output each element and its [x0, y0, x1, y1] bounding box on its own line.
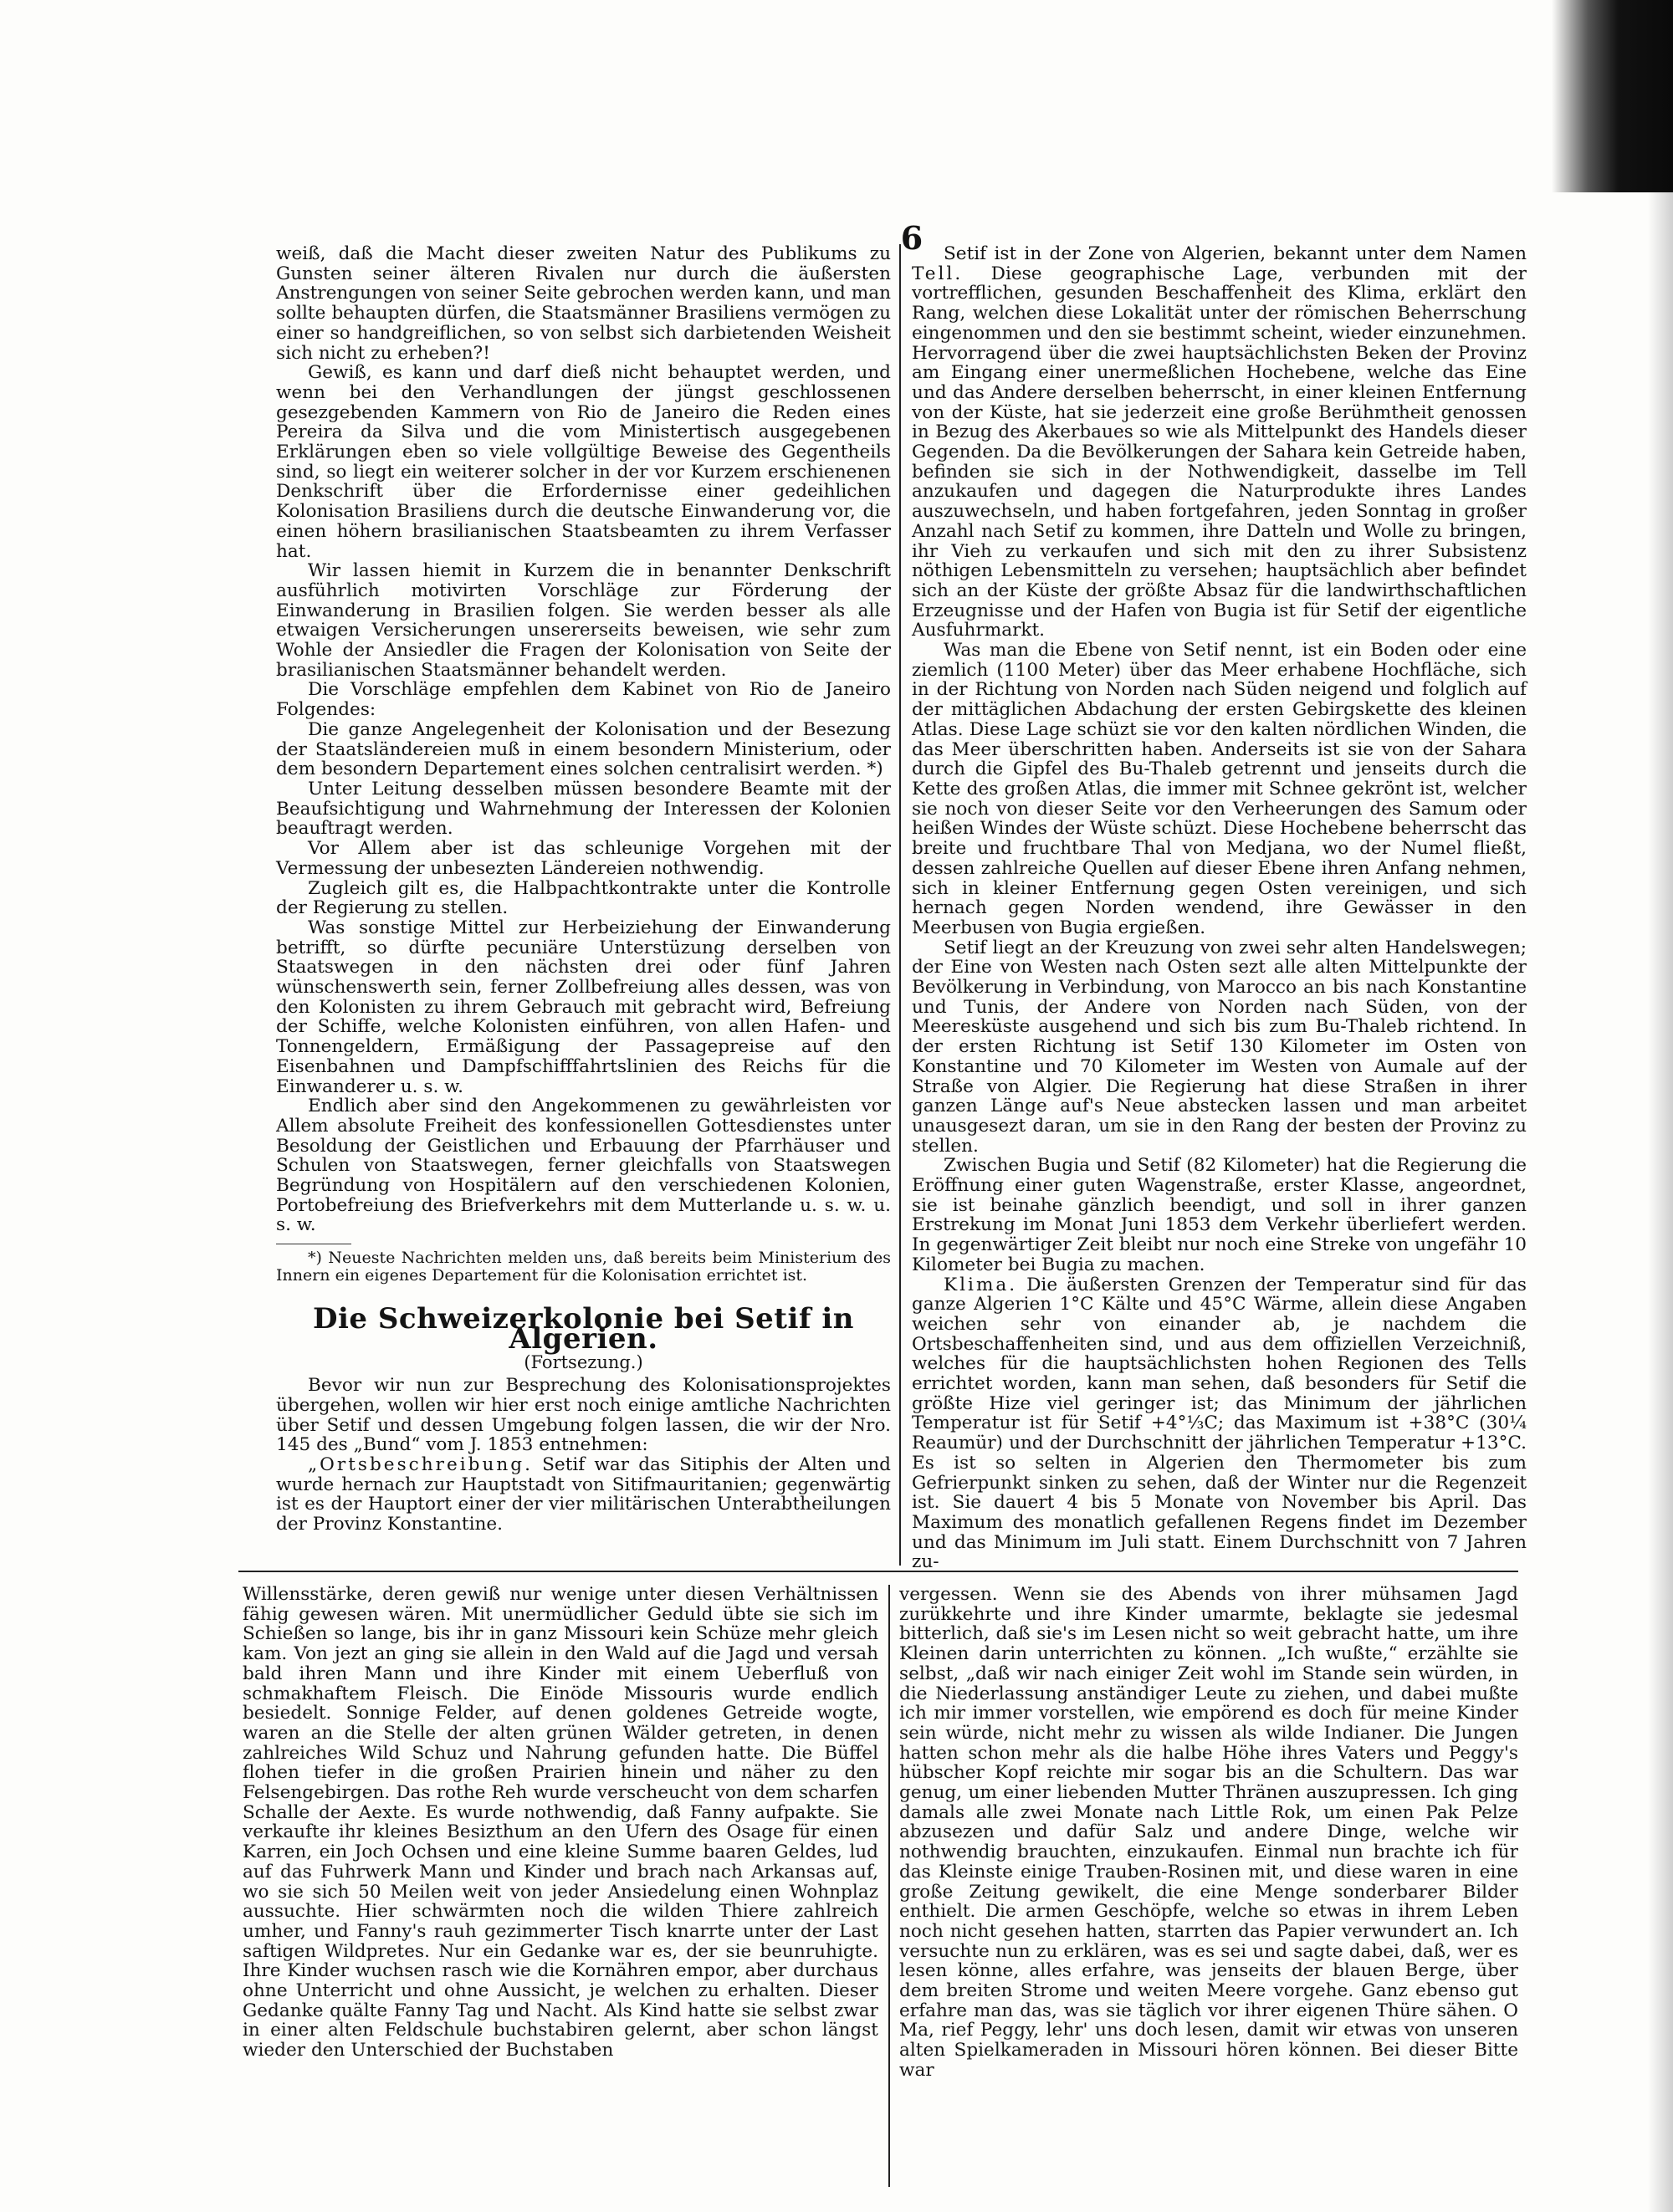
column-bottom-left	[243, 1585, 878, 2061]
paragraph: Die ganze Angelegenheit der Kolonisation und der Besezung der Staatsländereien muß in einem besondern Ministerium, oder dem besondern Departement eines solchen centralisirt werden. *)	[276, 718, 891, 780]
paragraph	[276, 1455, 891, 1535]
footnote: *) Neueste Nachrichten melden uns, daß bereits beim Ministerium des Innern ein eigenes Departement für die Kolonisation errichtet ist.	[276, 1249, 891, 1285]
paragraph: Zugleich gilt es, die Halbpachtkontrakte unter die Kontrolle der Regierung zu stellen.	[276, 877, 891, 919]
paragraph	[912, 1275, 1527, 1573]
paragraph: Die Vorschläge empfehlen dem Kabinet von Rio de Janeiro Folgendes:	[276, 679, 891, 721]
paragraph: Wir lassen hiemit in Kurzem die in benannter Denkschrift ausführlich motivirten Vorschläge zur Förderung der Einwanderung in Brasilien folgen. Sie werden besser als alle etwaigen Versicherungen unsererseits beweisen, wie sehr zum Wohle der Ansiedler die Fragen der Kolonisation von Seite der brasilianischen Staatsmänner behandelt werden.	[276, 560, 891, 681]
keyword: Klima.	[944, 1274, 1018, 1295]
paragraph: Zwischen Bugia und Setif (82 Kilometer) hat die Regierung die Eröffnung einer guten Wagenstraße, erster Klasse, angeordnet, sie ist beinahe gänzlich beendigt, und soll in ihrer ganzen Erstrekung im Monat Juni 1853 dem Verkehr überliefert werden. In gegenwärtiger Zeit bleibt nur noch eine Streke von ungefähr 10 Kilometer bei Bugia zu machen.	[912, 1155, 1527, 1275]
page-number: 6	[900, 219, 923, 257]
column-bottom-right	[899, 1585, 1518, 2081]
paragraph-text: Setif ist in der Zone von Algerien, bekannt unter dem Namen	[944, 243, 1527, 264]
paragraph: Gewiß, es kann und darf dieß nicht behauptet werden, und wenn bei den Verhandlungen der jüngst geschlossenen gesezgebenden Kammern von Rio de Janeiro die Reden eines Pereira da Silva und die vom Ministertisch ausgegebenen Erklärungen eben so viele vollgültige Beweise des Gegentheils sind, so liegt ein weiterer solcher in der vor Kurzem erschienenen Denkschrift über die Erfordernisse einer gedeihlichen Kolonisation Brasiliens durch die deutsche Einwanderung vor, die einen höhern brasilianischen Staatsbeamten zu ihrem Verfasser hat.	[276, 362, 891, 562]
paragraph: Willensstärke, deren gewiß nur wenige unter diesen Verhältnissen fähig gewesen wären. Mit unermüdlicher Geduld übte sie sich im Schießen so lange, bis ihr in ganz Missouri kein Schüze mehr gleich kam. Von jezt an ging sie allein in den Wald auf die Jagd und versah bald ihren Mann und ihre Kinder mit einem Ueberfluß von schmakhaftem Fleisch. Die Einöde Missouris wurde endlich besiedelt. Sonnige Felder, auf denen goldenes Getreide wogte, waren an die Stelle der alten grünen Wälder getreten, in denen zahlreiches Wild Schuz und Nahrung gefunden hatte. Die Büffel flohen tiefer in die großen Prairien hinein und näher zu den Felsengebirgen. Das rothe Reh wurde verscheucht von dem scharfen Schalle der Aexte. Es wurde nothwendig, daß Fanny aufpakte. Sie verkaufte ihr kleines Besizthum an den Ufern des Osage für einen Karren, ein Joch Ochsen und eine kleine Summe baaren Geldes, lud auf das Fuhrwerk Mann und Kinder und brach nach Arkansas auf, wo sie sich 50 Meilen weit von jeder Ansiedelung einen Wohnplaz aussuchte. Hier schwärmten noch die wilden Thiere zahlreich umher, und Fanny's rauh gezimmerter Tisch knarrte unter der Last saftigen Wildpretes. Nur ein Gedanke war es, der sie beunruhigte. Ihre Kinder wuchsen rasch wie die Kornähren empor, aber durchaus ohne Unterricht und ohne Aussicht, je welchen zu erhalten. Dieser Gedanke quälte Fanny Tag und Nacht. Als Kind hatte sie selbst zwar in einer alten Feldschule buchstabiren gelernt, aber schon längst wieder den Unterschied der Buchstaben	[243, 1584, 878, 2061]
paragraph-text: Die äußersten Grenzen der Temperatur sind für das ganze Algerien 1°C Kälte und 45°C Wärme, allein diese Angaben weichen sehr von einander ab, je nachdem die Ortsbeschaffenheiten sind, und aus dem offiziellen Verzeichniß, welches für die hauptsächlichsten hohen Regionen des Tells errichtet worden, kann man sehen, daß besonders für Setif die größte Hize viel geringer ist; das Minimum der jährlichen Temperatur ist für Setif +4°⅓C; das Maximum ist +38°C (30¼ Reaumür) und der Durchschnitt der jährlichen Temperatur +13°C. Es ist so selten in Algerien den Thermometer bis zum Gefrierpunkt sinken zu sehen, daß der Winter nur die Regenzeit ist. Sie dauert 4 bis 5 Monate von November bis April. Das Maximum des monatlich gefallenen Regens findet im Dezember und das Minimum im Juli statt. Einem Durchschnitt von 7 Jahren zu-	[912, 1274, 1527, 1573]
column-divider	[888, 1585, 890, 2187]
paragraph: Vor Allem aber ist das schleunige Vorgehen mit der Vermessung der unbesezten Ländereien nothwendig.	[276, 838, 891, 879]
paragraph: Bevor wir nun zur Besprechung des Kolonisationsprojektes übergehen, wollen wir hier erst noch einige amtliche Nachrichten über Setif und dessen Umgebung folgen lassen, die wir der Nro. 145 des „Bund“ vom J. 1853 entnehmen:	[276, 1375, 891, 1456]
paragraph	[912, 244, 1527, 641]
paragraph: Was man die Ebene von Setif nennt, ist ein Boden oder eine ziemlich (1100 Meter) über das Meer erhabene Hochfläche, sich in der Richtung von Norden nach Süden neigend und folglich auf der mittäglichen Abdachung der ersten Gebirgskette des kleinen Atlas. Diese Lage schüzt sie vor den kalten nördlichen Winden, die das Meer überschritten haben. Anderseits ist sie von der Sahara durch die Gipfel des Bu-Thaleb getrennt und jenseits durch die Kette des großen Atlas, die immer mit Schnee gekrönt ist, welcher sie noch von dieser Seite vor den Verheerungen des Samum oder heißen Windes der Wüste schüzt. Diese Hochebene beherrscht das breite und fruchtbare Thal von Medjana, wo der Numel fließt, dessen zahlreiche Quellen auf dieser Ebene ihren Anfang nehmen, sich in kleiner Entfernung gegen Osten vereinigen, und sich hernach gegen Norden wendend, ihre Gewässer in den Meerbusen von Bugia ergießen.	[912, 640, 1527, 938]
paragraph: vergessen. Wenn sie des Abends von ihrer mühsamen Jagd zurükkehrte und ihre Kinder umarmte, beklagte sie jedesmal bitterlich, daß sie's im Lesen nicht so weit gebracht hatte, um ihre Kleinen darin unterrichten zu können. „Ich wußte,“ erzählte sie selbst, „daß wir nach einiger Zeit wohl im Stande sein würden, in die Niederlassung anständiger Leute zu ziehen, und dabei mußte ich mir immer vorstellen, wie empörend es doch für meine Kinder sein würde, nicht mehr zu wissen als wilde Indianer. Die Jungen hatten schon mehr als die halbe Höhe ihres Vaters und Peggy's hübscher Kopf reichte mir sogar bis an die Schultern. Das war genug, um einer liebenden Mutter Thränen auszupressen. Ich ging damals alle zwei Monate nach Little Rok, um einen Pak Pelze abzusezen und dafür Salz und andere Dinge, welche wir nothwendig brauchten, einzukaufen. Einmal nun brachte ich für das Kleinste einige Trauben-Rosinen mit, und diese waren in eine große Zeitung gewikelt, die eine Menge sonderbarer Bilder enthielt. Die armen Geschöpfe, welche so etwas in ihrem Leben noch nicht gesehen hatten, starrten das Papier verwundert an. Ich versuchte nun zu erklären, was es sei und sagte dabei, daß, wer es lesen könne, alles erfahre, was jenseits der blauen Berge, über dem breiten Strome und weiten Meere vorgehe. Ganz ebenso gut erfahre man das, was sie täglich vor ihrer eigenen Thüre sähen. O Ma, rief Peggy, lehr' uns doch lesen, damit wir etwas von unseren alten Spielkameraden in Missouri hören können. Bei dieser Bitte war	[899, 1584, 1518, 2081]
column-top-right	[912, 244, 1527, 1572]
paragraph: Setif liegt an der Kreuzung von zwei sehr alten Handelswegen; der Eine von Westen nach Osten sezt alle alten Mittelpunkte der Bevölkerung in Verbindung, von Marocco an bis nach Konstantine und Tunis, der Andere von Norden nach Süden, von der Meeresküste ausgehend und sich bis zum Bu-Thaleb richtend. In der ersten Richtung ist Setif 130 Kilometer im Osten von Konstantine und 70 Kilometer im Westen von Aumale auf der Straße von Algier. Die Regierung hat diese Straßen in ihrer ganzen Länge auf's Neue abstecken lassen und man arbeitet unausgesezt daran, um sie in den Rang der besten der Provinz zu stellen.	[912, 937, 1527, 1157]
column-top-left	[276, 244, 891, 1535]
paragraph: Endlich aber sind den Angekommenen zu gewährleisten vor Allem absolute Freiheit des konfessionellen Gottesdienstes unter Besoldung der Geistlichen und Erbauung der Pfarrhäuser und Schulen von Staatswegen, ferner gleichfalls von Staatswegen Begründung von Hospitälern auf den verschiedenen Kolonien, Portobefreiung des Briefverkehrs mit dem Mutterlande u. s. w. u. s. w.	[276, 1096, 891, 1236]
paragraph: weiß, daß die Macht dieser zweiten Natur des Publikums zu Gunsten seiner älteren Rivalen nur durch die äußersten Anstrengungen von seiner Seite gebrochen werden kann, und man sollte behaupten dürfen, die Staatsmänner Brasiliens vermögen zu einer so handgreiflichen, so von selbst sich darbietenden Weisheit sich nicht zu erheben?!	[276, 243, 891, 364]
section-title: Die Schweizerkolonie bei Setif in Algerien.	[312, 1302, 854, 1356]
paragraph: Was sonstige Mittel zur Herbeiziehung der Einwanderung betrifft, so dürfte pecuniäre Unterstüzung derselben von Staatswegen in den nächsten drei oder fünf Jahren wünschenswerth sein, ferner Zollbefreiung alles dessen, was von den Kolonisten zu ihrem Gebrauch mit gebracht wird, Befreiung der Schiffe, welche Kolonisten einführen, von allen Hafen- und Tonnengeldern, Ermäßigung der Passagepreise auf den Eisenbahnen und Dampfschifffahrtslinien des Reichs für die Einwanderer u. s. w.	[276, 917, 891, 1097]
keyword: Tell.	[912, 263, 964, 284]
paragraph-text: Setif war das Sitiphis der Alten und wurde hernach zur Hauptstadt von Sitifmauritanien; gegenwärtig ist es der Hauptort einer der vier militärischen Unterabtheilungen der Provinz Konstantine.	[276, 1454, 891, 1535]
keyword: „Ortsbeschreibung.	[308, 1454, 533, 1476]
scan-edge	[1648, 192, 1673, 2212]
paragraph: Unter Leitung desselben müssen besondere Beamte mit der Beaufsichtigung und Wahrnehmung der Interessen der Kolonien beauftragt werden.	[276, 778, 891, 840]
column-divider	[899, 244, 901, 1566]
section-subtitle: (Fortsezung.)	[524, 1351, 643, 1372]
scan-shadow	[1552, 0, 1673, 192]
paragraph-text: Diese geographische Lage, verbunden mit der vortrefflichen, gesunden Beschaffenheit des Klima, erklärt den Rang, welchen diese Lokalität unter der römischen Beherrschung eingenommen und den sie bestimmt scheint, wieder einzunehmen. Hervorragend über die zwei hauptsächlichsten Beken der Provinz am Eingang einer unermeßlichen Hochebene, welche das Eine und das Andere derselben beherrscht, in einer kleinen Entfernung von der Küste, hat sie jederzeit eine große Berühmtheit genossen in Bezug des Akerbaues so wie als Mittelpunkt des Handels dieser Gegenden. Da die Bevölkerungen der Sahara kein Getreide haben, befinden sie sich in der Nothwendigkeit, dasselbe im Tell anzukaufen und dagegen die Naturprodukte ihres Landes auszuwechseln, und haben fortgefahren, jeden Sonntag in großer Anzahl nach Setif zu kommen, ihre Datteln und Wolle zu bringen, ihr Vieh zu verkaufen und sich mit den zu ihrer Subsistenz nöthigen Lebensmitteln zu versehen; hauptsächlich aber befindet sich an der Küste der größte Absaz für die landwirthschaftlichen Erzeugnisse und der Hafen von Bugia ist für Setif der eigentliche Ausfuhrmarkt.	[912, 263, 1527, 641]
